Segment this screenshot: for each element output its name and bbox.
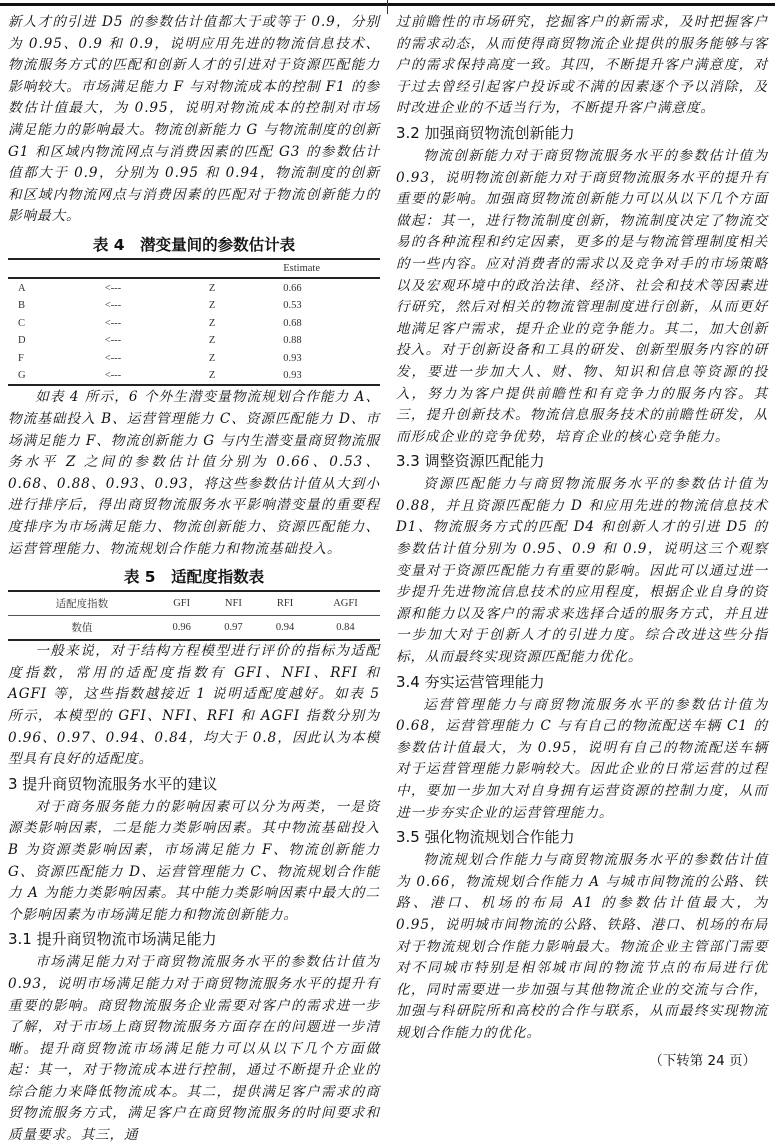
column-divider [387, 0, 388, 14]
paragraph: 一般来说，对于结构方程模型进行评价的指标为适配度指数，常用的适配度指数有 GFI、NFI、RFI 和 AGFI 等，这些指数越接近 1 说明适配度越好。如表 5 所示，本模型的 GFI、NFI、RFI 和 AGFI 指数分别为 0.96、0.97、0.94、0.84，均大于 0.8，因此认为本模型具有良好的适配度。 [8, 643, 380, 768]
table-cell-from: G [18, 370, 26, 382]
table-cell-estimate: 0.68 [283, 317, 302, 329]
table-4-title: 表 4 潜变量间的参数估计表 [92, 235, 296, 254]
section-heading: 3 提升商贸物流服务水平的建议 [8, 774, 218, 793]
section-heading: 3.2 加强商贸物流创新能力 [396, 123, 575, 142]
table-cell-arrow: <--- [104, 317, 122, 329]
paragraph: 如表 4 所示，6 个外生潜变量物流规划合作能力 A、物流基础投入 B、运营管理能力 C、资源匹配能力 D、市场满足能力 F、物流创新能力 G 与内生潜变量商贸物流服务水平 Z 之间的参数估计值分别为 0.66、0.53、0.68、0.88、0.93、0.93，将这些参数估计值从大到小进行排序后，得出商贸物流服务水平影响潜变量的重要程度排序为市场满足能力、物流创新能力、资源匹配能力、运营管理能力、物流规划合作能力和物流基础投入。 [8, 389, 380, 557]
paragraph: 过前瞻性的市场研究，挖掘客户的新需求，及时把握客户的需求动态，从而使得商贸物流企业提供的服务能够与客户的需求保持高度一致。其四，不断提升客户满意度，对于过去曾经引起客户投诉或不满的因素逐个予以消除，及时改进企业的不适当行为，不断提升客户满意度。 [396, 14, 768, 117]
table-cell-arrow: <--- [104, 352, 122, 364]
table-5-title: 表 5 适配度指数表 [123, 568, 265, 587]
table-header: GFI [173, 598, 191, 610]
paragraph: 物流创新能力对于商贸物流服务水平的参数估计值为 0.93，说明物流创新能力对于商贸物流服务水平的提升有重要的影响。加强商贸物流创新能力可以从以下几个方面做起：其一，进行物流制度创新，物流制度决定了物流交易的各种流程和约定因素，更多的是与物流管理制度相关的一些内容。应对消费者的需求以及竞争对手的市场策略以及宏观环境中的政治法律、经济、社会和技术等因素进行研究，然后对相关的物流管理制度进行创新，从而更好地满足客户需求，提升企业的竞争能力。其二，加大创新投入。对于创新设备和工具的研发、创新型服务内容的研发，要进一步加大人、财、物、知识和信息等资源的投入，努力为客户提供前瞻性和有竞争力的服务内容。其三，提升创新技术。物流信息服务技术的前瞻性研发，从而形成企业的竞争优势，培育企业的核心竞争能力。 [396, 147, 768, 445]
table-header: 适配度指数 [55, 599, 109, 611]
table-cell-from: D [18, 335, 26, 347]
table-cell: 数值 [71, 623, 93, 635]
estimate-header: Estimate [283, 263, 321, 275]
table-cell-arrow: <--- [104, 370, 122, 382]
table-cell: 0.94 [275, 622, 295, 634]
section-heading: 3.3 调整资源匹配能力 [396, 452, 545, 471]
table-row [8, 314, 380, 332]
paragraph: 新人才的引进 D5 的参数估计值都大于或等于 0.9，分别为 0.95、0.9 和 0.9，说明应用先进的物流信息技术、物流服务方式的匹配和创新人才的引进对于资源匹配能力影响较大。市场满足能力 F 与对物流成本的控制 F1 的参数估计值最大，为 0.95，说明对物流成本的控制对市场满足能力的影响最大。物流创新能力 G 与物流制度的创新 G1 和区域内物流网点与消费因素的匹配 G3 的参数估计值都大于 0.9，分别为 0.95 和 0.94，物流制度的创新和区域内物流网点与消费因素的匹配对于物流创新能力的影响最大。 [8, 14, 380, 225]
table-cell-to: Z [208, 300, 216, 312]
table-header: RFI [276, 598, 294, 610]
table-cell-estimate: 0.53 [283, 300, 302, 312]
table-cell-estimate: 0.93 [283, 352, 302, 364]
table-cell-to: Z [208, 317, 216, 329]
table-row [8, 367, 380, 386]
table-cell-from: C [18, 317, 26, 329]
table-row [8, 297, 380, 315]
table-cell-estimate: 0.66 [283, 282, 302, 294]
section-heading: 3.1 提升商贸物流市场满足能力 [8, 930, 217, 949]
left-column [8, 12, 380, 1147]
table-cell-arrow: <--- [104, 335, 122, 347]
table-header: AGFI [333, 598, 358, 610]
table-cell-to: Z [208, 335, 216, 347]
continued-note: （下转第 24 页） [649, 1052, 756, 1069]
table-cell-to: Z [208, 282, 216, 294]
paragraph: 对于商务服务能力的影响因素可以分为两类，一是资源类影响因素，二是能力类影响因素。其中物流基础投入 B 为资源类影响因素，市场满足能力 F、物流创新能力 G、资源匹配能力 D、运营管理能力 C、物流规划合作能力 A 为能力类影响因素。其中能力类影响因素中最大的二个影响因素为市场满足能力和物流创新能力。 [8, 798, 380, 923]
table-row [8, 332, 380, 350]
table-row [8, 278, 380, 297]
paragraph: 市场满足能力对于商贸物流服务水平的参数估计值为 0.93，说明市场满足能力对于商贸物流服务水平的提升有重要的影响。商贸物流服务企业需要对客户的需求进一步了解，对于市场上商贸物流服务方面存在的问题进一步清晰。提升商贸物流市场满足能力可以从以下几个方面做起：其一，对于物流成本进行控制，通过不断提升企业的综合能力来降低物流成本。其二，提供满足客户需求的商贸物流服务方式，满足客户在商贸物流服务的时间要求和质量要求。其三，通 [8, 954, 380, 1144]
paragraph: 运营管理能力与商贸物流服务水平的参数估计值为 0.68，运营管理能力 C 与有自己的物流配送车辆 C1 的参数估计值最大，为 0.95，说明有自己的物流配送车辆对于运营管理能力影响较大。因此企业的日常运营的过程中，要加一步加大对自身拥有运营资源的控制力度，从而进一步夯实企业的运营管理能力。 [396, 696, 768, 821]
table-cell-to: Z [208, 352, 216, 364]
table-cell-estimate: 0.88 [283, 335, 302, 347]
table-row [8, 616, 380, 641]
paragraph: 资源匹配能力与商贸物流服务水平的参数估计值为 0.88，并且资源匹配能力 D 和应用先进的物流信息技术 D1、物流服务方式的匹配 D4 和创新人才的引进 D5 的参数估计值分别为 0.95、0.9 和 0.9，说明这三个观察变量对于资源匹配能力有重要的影响。因此可以通过进一步提升先进物流信息技术的应用程度，根据企业自身的资源和能力以及客户的需求来选择合适的服务方式，并且进一步加大对于创新人才的引进力度。综合改进这些分指标，从而最终实现资源匹配能力优化。 [396, 476, 768, 666]
table-row [8, 349, 380, 367]
table-cell: 0.96 [172, 622, 191, 634]
section-heading: 3.5 强化物流规划合作能力 [396, 828, 575, 847]
table-cell-from: F [18, 352, 24, 364]
paragraph: 物流规划合作能力与商贸物流服务水平的参数估计值为 0.66，物流规划合作能力 A 与城市间物流的公路、铁路、港口、机场的布局 A1 的参数估计值最大，为 0.95，说明城市间物流的公路、铁路、港口、机场的布局对于物流规划合作能力影响最大。物流企业主管部门需要对不同城市特别是相邻城市间的物流节点的布局进行优化，同时需要进一步加强与其他物流企业的交流与合作，加强与科研院所和高校的合作与联系，从而最终实现物流规划合作能力的优化。 [396, 852, 768, 1041]
table-4 [8, 258, 380, 387]
table-cell-arrow: <--- [104, 282, 122, 294]
table-cell-arrow: <--- [104, 300, 122, 312]
table-header: NFI [224, 598, 242, 610]
table-cell-estimate: 0.93 [283, 370, 302, 382]
table-5 [8, 590, 380, 641]
right-column [396, 12, 768, 1069]
table-cell: 0.97 [224, 622, 243, 634]
table-cell-from: B [18, 300, 26, 312]
table-cell-to: Z [208, 370, 216, 382]
section-heading: 3.4 夯实运营管理能力 [396, 672, 545, 691]
table-cell-from: A [18, 282, 26, 294]
table-cell: 0.84 [336, 622, 355, 634]
